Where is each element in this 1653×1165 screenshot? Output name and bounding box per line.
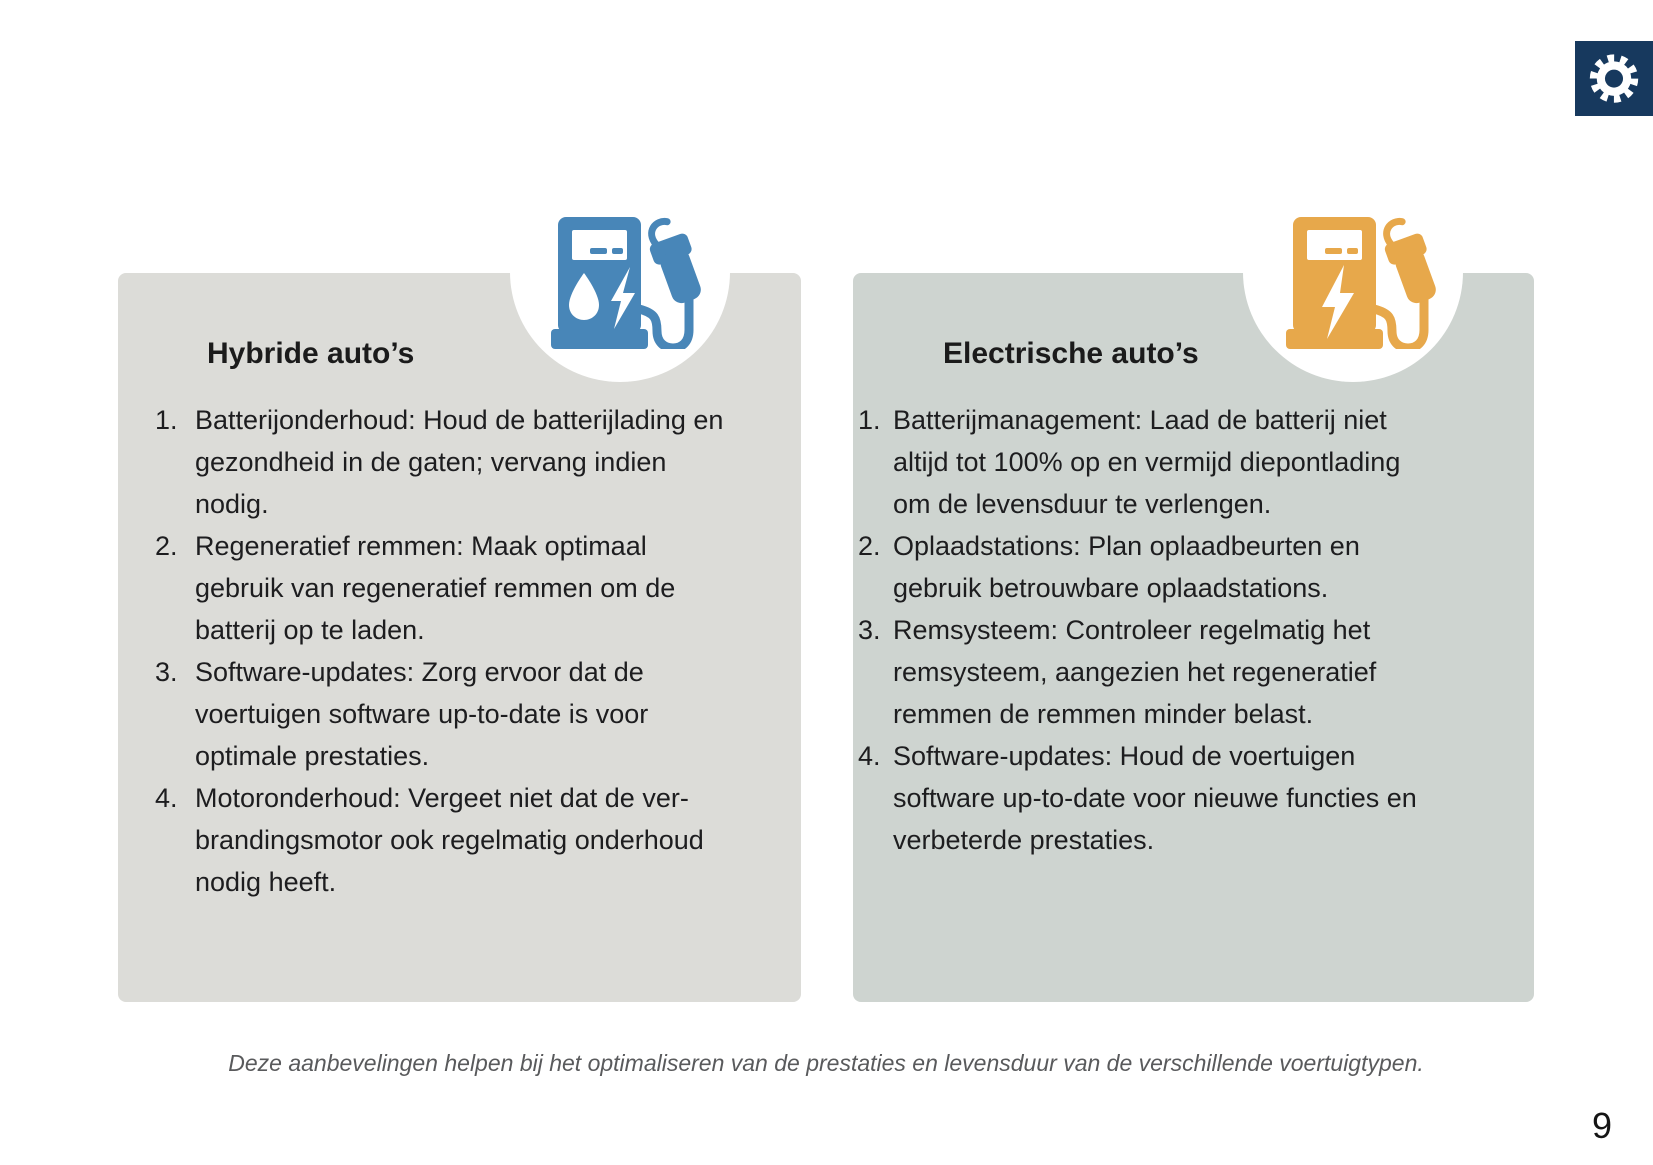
- list-item-number: 3.: [155, 657, 178, 687]
- list-item: [858, 399, 1458, 525]
- list-item-number: 3.: [858, 615, 881, 645]
- list-item-text: Batterijonderhoud: Houd de batterijlading en gezondheid in de gaten; vervang indien nodig.: [195, 405, 724, 519]
- list-item: [155, 651, 755, 777]
- hybrid-card-title: Hybride auto’s: [207, 337, 415, 370]
- electric-maintenance-list: [858, 399, 1458, 861]
- list-item-text: Remsysteem: Controleer regelmatig het remsysteem, aangezien het regeneratief remmen de remmen minder belast.: [893, 615, 1377, 729]
- list-item: [155, 777, 755, 903]
- hybrid-maintenance-list: [155, 399, 755, 903]
- hybrid-fuel-pump-icon: [551, 217, 719, 349]
- list-item: [858, 735, 1458, 861]
- list-item-text: Software-updates: Houd de voertuigen software up-to-date voor nieuwe functies en verbeterde prestaties.: [893, 741, 1417, 855]
- list-item-number: 2.: [155, 531, 178, 561]
- list-item-number: 2.: [858, 531, 881, 561]
- list-item: [155, 525, 755, 651]
- page-number: 9: [1591, 1105, 1612, 1146]
- list-item-text: Batterijmanagement: Laad de batterij niet altijd tot 100% op en vermijd diepontlading om de levensduur te verlengen.: [893, 405, 1401, 519]
- list-item-text: Motoronderhoud: Vergeet niet dat de verbrandingsmotor ook regelmatig onderhoud nodig heeft.: [195, 783, 704, 897]
- list-item-text: Oplaadstations: Plan oplaadbeurten en gebruik betrouwbare oplaadstations.: [893, 531, 1360, 603]
- electric-card-title: Electrische auto’s: [943, 337, 1199, 370]
- list-item: [155, 399, 755, 525]
- list-item: [858, 609, 1458, 735]
- list-item-number: 4.: [155, 783, 178, 813]
- list-item-text: Software-updates: Zorg ervoor dat de voertuigen software up-to-date is voor optimale prestaties.: [195, 657, 649, 771]
- list-item-text: Regeneratief remmen: Maak optimaal gebruik van regeneratief remmen om de batterij op te laden.: [195, 531, 676, 645]
- list-item-number: 1.: [155, 405, 178, 435]
- list-item: [858, 525, 1458, 609]
- list-item-number: 4.: [858, 741, 881, 771]
- footer-note: Deze aanbevelingen helpen bij het optimaliseren van de prestaties en levensduur van de verschillende voertuigtypen.: [228, 1050, 1424, 1076]
- list-item-number: 1.: [858, 405, 881, 435]
- gear-icon: [1582, 48, 1646, 110]
- ev-charging-station-icon: [1286, 217, 1454, 349]
- gear-tile: [1575, 41, 1653, 116]
